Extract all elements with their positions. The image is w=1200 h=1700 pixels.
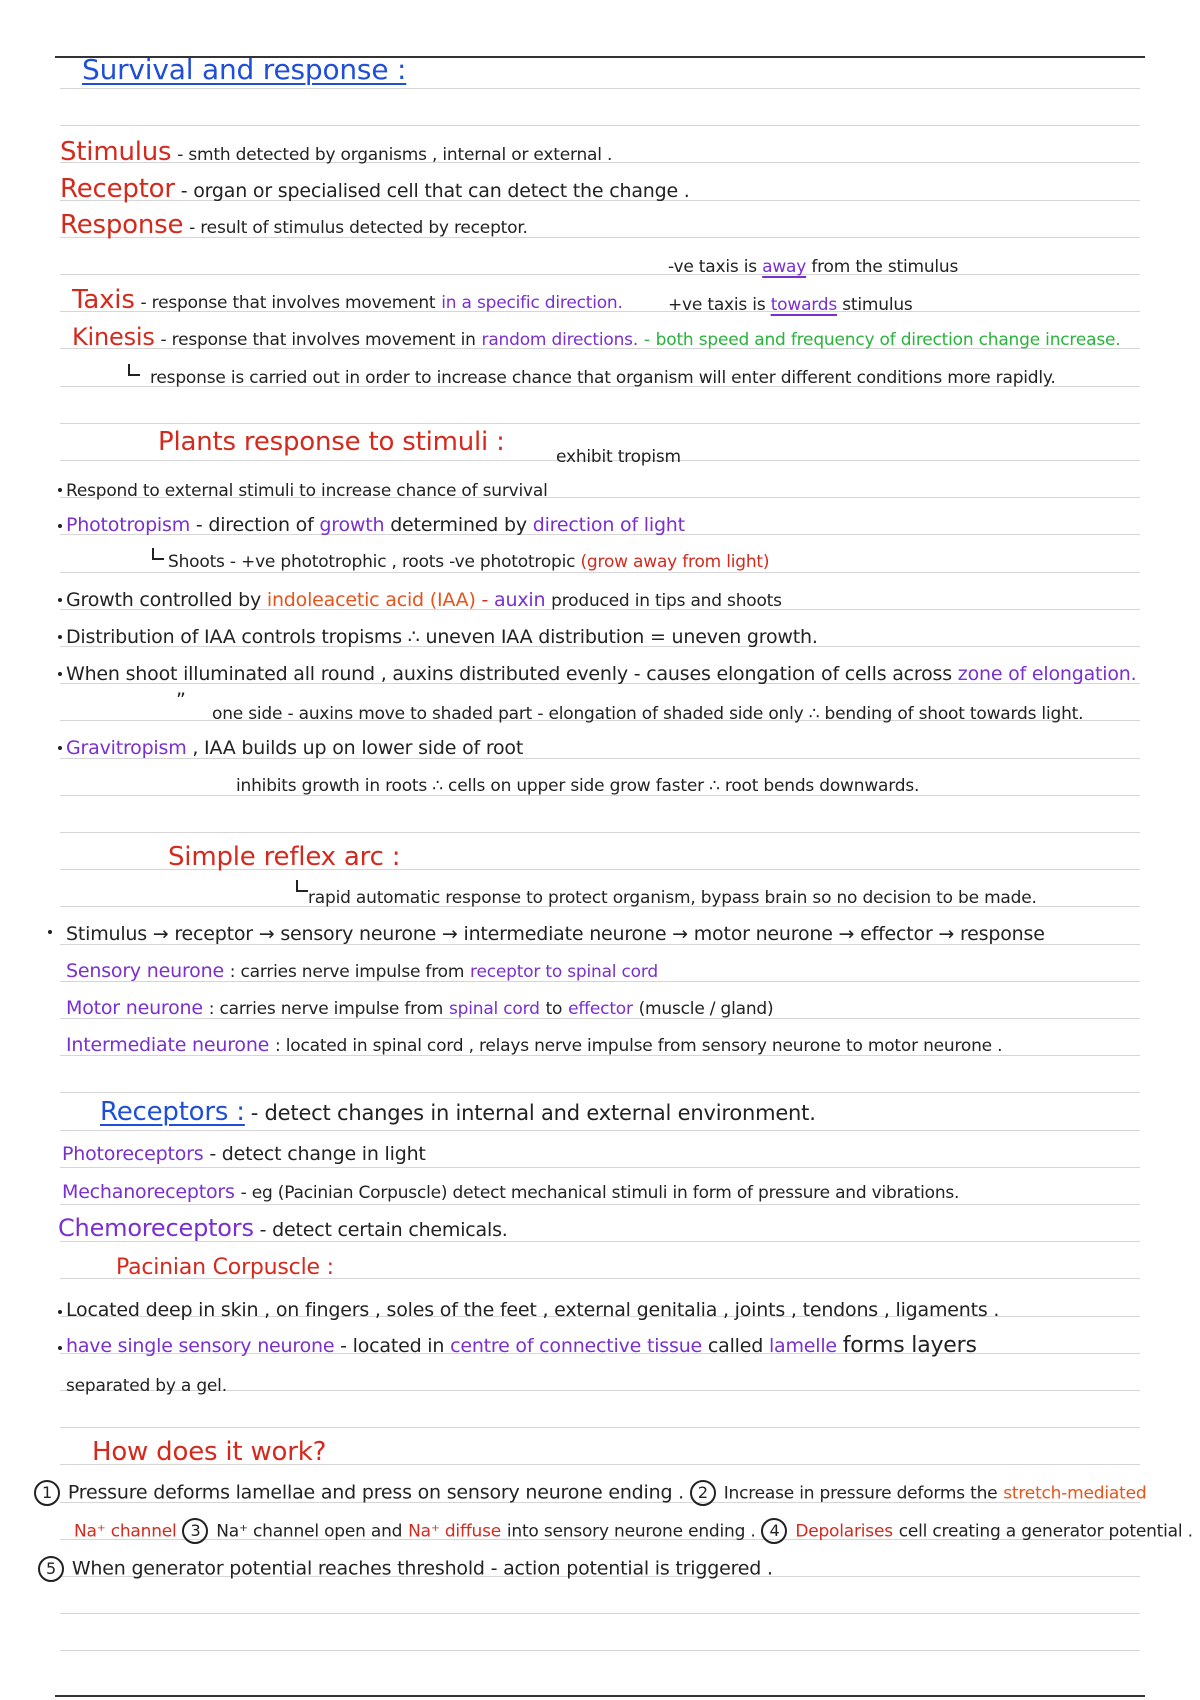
term-gravitropism: Gravitropism: [66, 737, 187, 759]
neg-taxis-end: from the stimulus: [811, 257, 959, 277]
zone-elongation: zone of elongation.: [957, 663, 1137, 685]
located-line: Located deep in skin , on fingers , soles of the feet , external genitalia , joints , tendons , ligaments .: [66, 1299, 1000, 1321]
bottom-border: [55, 1695, 1145, 1697]
step-3-red: Na⁺ diffuse: [408, 1521, 502, 1542]
heading-reflex: Simple reflex arc :: [168, 842, 401, 872]
one-side-line: one side - auxins move to shaded part - elongation of shaded side only ∴ bending of shoot towards light.: [212, 704, 1084, 724]
photo-growth: growth: [319, 514, 385, 536]
arrow-hook: [128, 364, 140, 376]
chemoreceptors-text: - detect certain chemicals.: [259, 1219, 508, 1241]
photoreceptors-line: [62, 1142, 426, 1166]
term-taxis: Taxis: [72, 285, 135, 315]
called-text: called: [707, 1335, 764, 1357]
phototropism-line: [66, 513, 685, 537]
ruled-line: [60, 1167, 1140, 1168]
plants-respond: Respond to external stimuli to increase chance of survival: [66, 481, 548, 501]
inhibit-line: inhibits growth in roots ∴ cells on upper side grow faster ∴ root bends downwards.: [236, 776, 920, 796]
bullet: [58, 635, 62, 639]
term-response: Response: [60, 210, 184, 240]
arrow-hook: [152, 548, 164, 560]
neg-taxis-note: [668, 255, 958, 279]
when-shoot-line: [66, 662, 1137, 686]
shoots-red: (grow away from light): [580, 552, 770, 572]
grav-text: , IAA builds up on lower side of root: [192, 737, 524, 759]
step-number: 2: [690, 1480, 716, 1506]
ruled-line: [60, 1613, 1140, 1614]
pos-taxis-text: +ve taxis is: [668, 295, 766, 315]
how-line-2: [74, 1518, 1193, 1544]
ruled-line: [60, 1427, 1140, 1428]
forms-text: forms layers: [842, 1333, 977, 1358]
distribution-line: Distribution of IAA controls tropisms ∴ uneven IAA distribution = uneven growth.: [66, 626, 818, 648]
step-1: Pressure deforms lamellae and press on sensory neurone ending .: [67, 1481, 684, 1504]
step-number: 5: [38, 1556, 64, 1582]
inter-line: [66, 1033, 1002, 1058]
bullet: [58, 488, 62, 492]
sensory-from: receptor to spinal cord: [470, 962, 658, 982]
receptors-heading-line: [100, 1097, 816, 1127]
step-number: 1: [34, 1480, 60, 1506]
def-kinesis: [72, 325, 1120, 352]
term-stimulus: Stimulus: [60, 137, 172, 167]
step-2-channel: Na⁺ channel: [74, 1521, 177, 1542]
how-line-3: [38, 1556, 773, 1582]
term-photoreceptors: Photoreceptors: [62, 1143, 204, 1165]
text-kinesis-dash: -: [643, 330, 650, 350]
bullet: [58, 524, 62, 528]
reflex-note: rapid automatic response to protect organism, bypass brain so no decision to be made.: [308, 888, 1037, 908]
page-title: Survival and response :: [82, 53, 407, 86]
pos-taxis-end: stimulus: [842, 295, 913, 315]
ruled-line: [60, 1092, 1140, 1093]
ruled-line: [60, 1130, 1140, 1131]
text-taxis: - response that involves movement: [140, 293, 436, 313]
text-taxis-specific: in a specific direction.: [441, 293, 623, 313]
def-response: [60, 210, 528, 240]
sensory-text: : carries nerve impulse from: [229, 962, 465, 982]
gravitropism-line: [66, 736, 523, 760]
text-response: - result of stimulus detected by receptor.: [189, 218, 528, 238]
text-kinesis-green: both speed and frequency of direction change increase.: [655, 330, 1121, 350]
text-receptor: - organ or specialised cell that can detect the change .: [180, 180, 690, 202]
pos-taxis-towards: towards: [770, 295, 838, 315]
arrow-hook: [296, 880, 308, 892]
bullet: [58, 598, 62, 602]
term-mechanoreceptors: Mechanoreceptors: [62, 1181, 235, 1203]
heading-plants: Plants response to stimuli :: [158, 427, 505, 457]
term-intermediate: Intermediate neurone: [66, 1034, 270, 1056]
text-kinesis-random: random directions.: [481, 330, 639, 350]
step-5: When generator potential reaches threshold - action potential is triggered .: [71, 1557, 773, 1580]
pos-taxis-note: [668, 293, 913, 317]
neg-taxis-text: -ve taxis is: [668, 257, 757, 277]
bullet: [58, 1310, 62, 1314]
motor-from: spinal cord: [448, 999, 540, 1019]
photo-text1: - direction of: [195, 514, 314, 536]
centre-text: centre of connective tissue: [450, 1335, 703, 1357]
shoots-text: Shoots - +ve phototrophic , roots -ve phototropic: [168, 552, 576, 572]
motor-line: [66, 996, 773, 1021]
neg-taxis-away: away: [762, 257, 807, 277]
kinesis-note: response is carried out in order to increase chance that organism will enter different conditions more rapidly.: [150, 368, 1056, 388]
chemoreceptors-line: [58, 1216, 508, 1242]
auxin-end: produced in tips and shoots: [551, 591, 782, 611]
photo-direction: direction of light: [532, 514, 685, 536]
ruled-line: [60, 1650, 1140, 1651]
text-stimulus: - smth detected by organisms , internal or external .: [177, 145, 613, 165]
growth-line: [66, 588, 782, 613]
iaa-text: indoleacetic acid (IAA): [266, 589, 476, 611]
have-text: have single sensory neurone: [66, 1335, 335, 1357]
heading-pacinian: Pacinian Corpuscle :: [116, 1255, 334, 1280]
ruled-line: [60, 125, 1140, 126]
mechanoreceptors-line: [62, 1180, 959, 1205]
step-number: 3: [182, 1518, 208, 1544]
heading-how: How does it work?: [92, 1437, 327, 1467]
bullet: [58, 746, 62, 750]
term-phototropism: Phototropism: [66, 514, 191, 536]
def-taxis: [72, 285, 623, 315]
lamelle-text: lamelle: [768, 1335, 837, 1357]
exhibit-tropism-note: exhibit tropism: [556, 447, 681, 467]
motor-text: : carries nerve impulse from: [208, 999, 444, 1019]
motor-end: (muscle / gland): [638, 999, 774, 1019]
inter-text: : located in spinal cord , relays nerve impulse from sensory neurone to motor neurone .: [275, 1036, 1003, 1056]
step-4-red: Depolarises: [795, 1521, 893, 1542]
photo-text2: determined by: [390, 514, 527, 536]
ruled-line: [60, 832, 1140, 833]
step-3-end: into sensory neurone ending .: [506, 1521, 756, 1542]
step-number: 4: [761, 1518, 787, 1544]
ditto-mark: ”: [176, 689, 186, 711]
motor-to: to: [545, 999, 563, 1019]
shoots-line: [168, 550, 769, 574]
step-2: Increase in pressure deforms the: [723, 1483, 998, 1504]
auxin-dash: -: [481, 589, 489, 611]
reflex-chain: Stimulus → receptor → sensory neurone → intermediate neurone → motor neurone → effector → response: [66, 923, 1045, 945]
def-receptor: [60, 174, 690, 204]
ruled-line: [60, 274, 1140, 275]
separated-line: separated by a gel.: [66, 1376, 227, 1396]
auxin-text: auxin: [494, 589, 546, 611]
bullet: [48, 930, 52, 934]
have-line: [66, 1334, 977, 1358]
term-receptor: Receptor: [60, 174, 175, 204]
receptors-heading-text: - detect changes in internal and external environment.: [250, 1101, 816, 1125]
term-motor: Motor neurone: [66, 997, 203, 1019]
ruled-line: [60, 88, 1140, 89]
growth-text: Growth controlled by: [66, 589, 262, 611]
heading-receptors: Receptors :: [100, 1097, 245, 1127]
text-kinesis: - response that involves movement in: [160, 330, 476, 350]
term-kinesis: Kinesis: [72, 323, 155, 351]
when-shoot-text: When shoot illuminated all round , auxins distributed evenly - causes elongation of cells across: [66, 663, 952, 685]
have-dash: - located in: [340, 1335, 445, 1357]
photoreceptors-text: - detect change in light: [209, 1143, 426, 1165]
step-3: Na⁺ channel open and: [216, 1521, 403, 1542]
ruled-line: [60, 423, 1140, 424]
sensory-line: [66, 959, 658, 984]
step-4-end: cell creating a generator potential .: [898, 1521, 1193, 1542]
step-2-orange: stretch-mediated: [1003, 1483, 1147, 1504]
term-sensory: Sensory neurone: [66, 960, 224, 982]
bullet: [58, 672, 62, 676]
def-stimulus: [60, 137, 613, 167]
how-line-1: [34, 1480, 1146, 1506]
motor-effector: effector: [568, 999, 633, 1019]
mechanoreceptors-text: - eg (Pacinian Corpuscle) detect mechanical stimuli in form of pressure and vibrations.: [240, 1183, 960, 1203]
bullet: [58, 1346, 62, 1350]
term-chemoreceptors: Chemoreceptors: [58, 1214, 254, 1242]
